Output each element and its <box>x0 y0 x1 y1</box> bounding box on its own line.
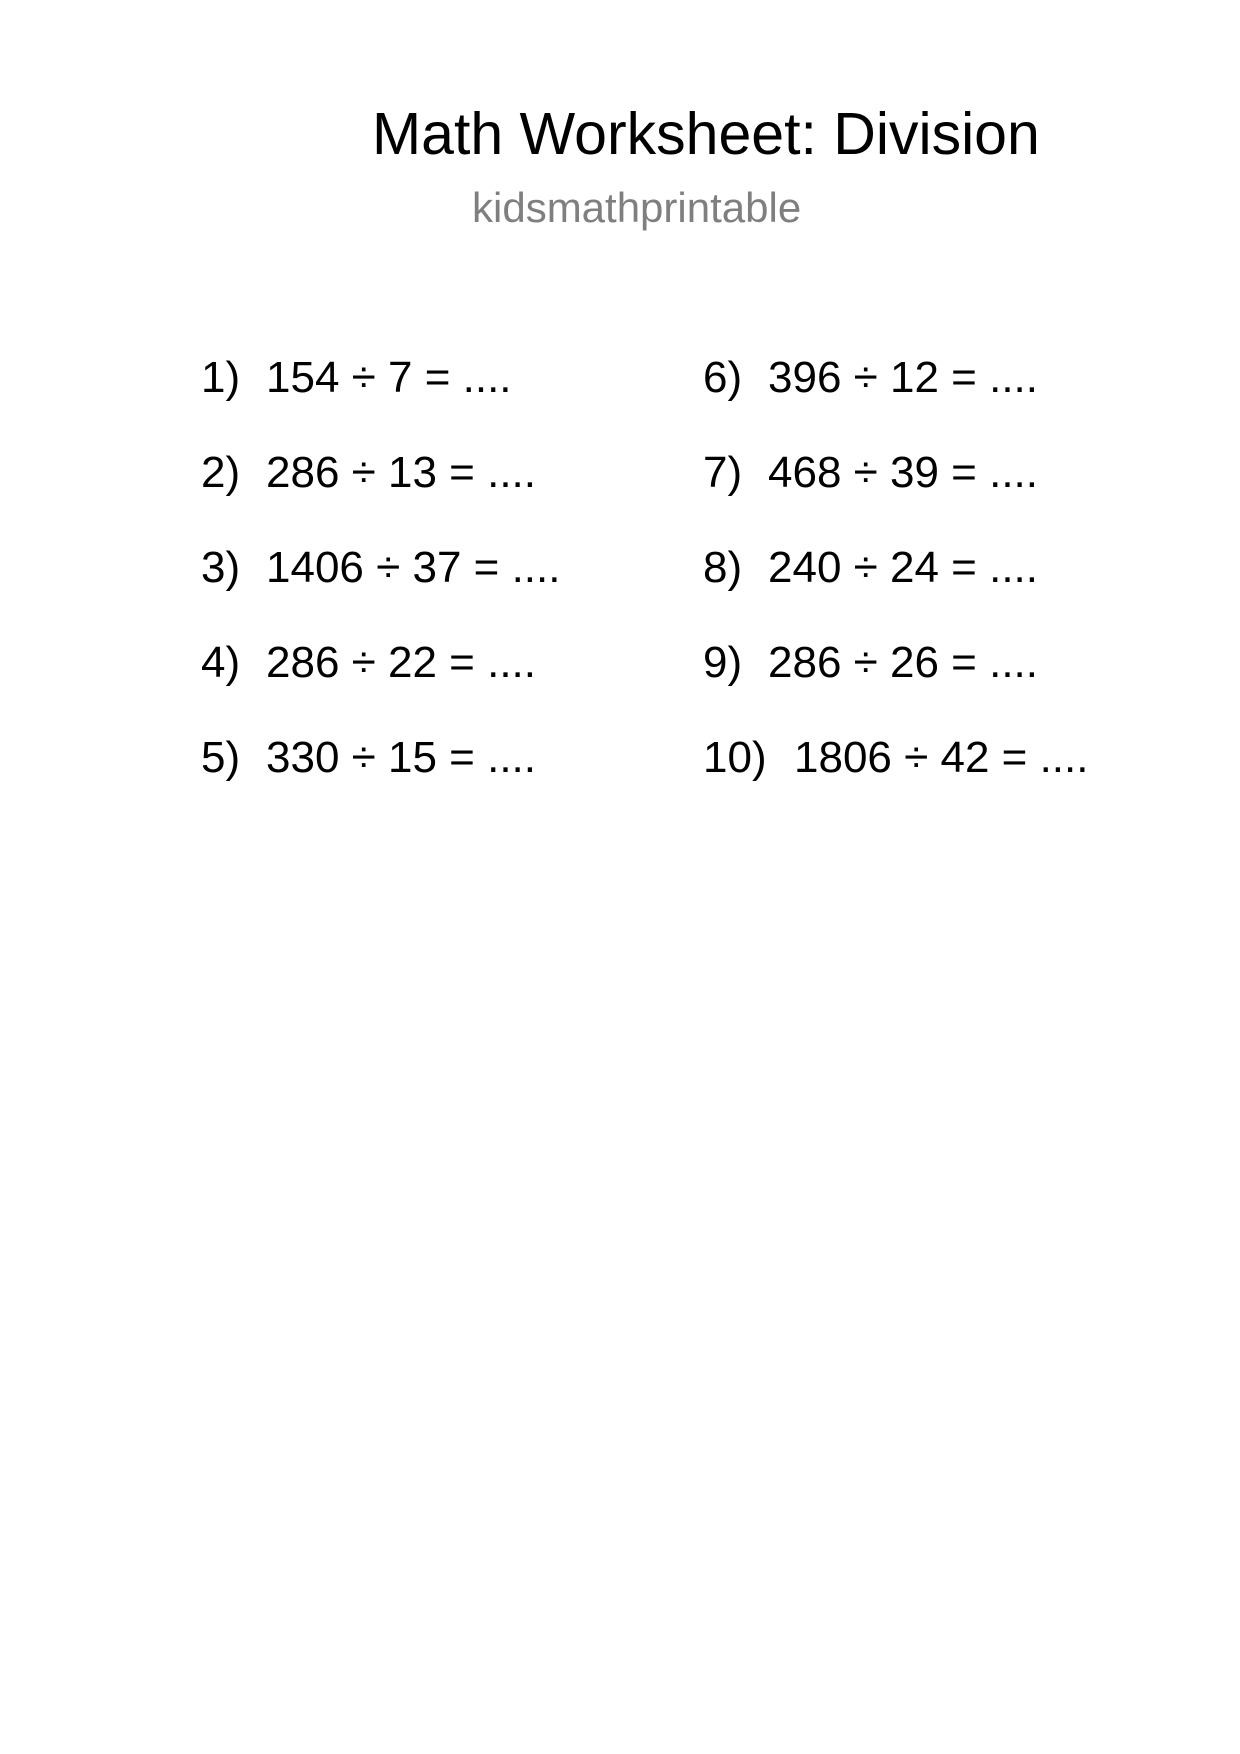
problem-expression: 286 ÷ 22 = .... <box>266 638 536 687</box>
problem-expression: 286 ÷ 26 = .... <box>768 638 1038 687</box>
problem-number: 8) <box>703 543 743 592</box>
problem-number: 4) <box>201 638 241 687</box>
problem-number: 6) <box>703 353 743 402</box>
problem-expression: 240 ÷ 24 = .... <box>768 543 1038 592</box>
problem-4 <box>201 637 536 689</box>
problem-7 <box>703 447 1038 499</box>
problem-expression: 468 ÷ 39 = .... <box>768 448 1038 497</box>
problem-expression: 154 ÷ 7 = .... <box>266 353 512 402</box>
problem-number: 1) <box>201 353 241 402</box>
problem-number: 2) <box>201 448 241 497</box>
problem-number: 7) <box>703 448 743 497</box>
page-title: Math Worksheet: Division <box>372 101 1040 167</box>
problem-2 <box>201 447 536 499</box>
problem-expression: 1406 ÷ 37 = .... <box>266 543 561 592</box>
problem-expression: 1806 ÷ 42 = .... <box>794 733 1089 782</box>
problem-expression: 330 ÷ 15 = .... <box>266 733 536 782</box>
problem-number: 3) <box>201 543 241 592</box>
problem-5 <box>201 732 536 784</box>
problem-9 <box>703 637 1038 689</box>
problem-3 <box>201 542 560 594</box>
problem-expression: 396 ÷ 12 = .... <box>768 353 1038 402</box>
page-subtitle: kidsmathprintable <box>472 184 802 231</box>
problem-6 <box>703 352 1038 404</box>
problem-number: 10) <box>703 733 767 782</box>
problem-1 <box>201 352 512 404</box>
problem-number: 9) <box>703 638 743 687</box>
problem-10 <box>703 732 1088 784</box>
problem-8 <box>703 542 1038 594</box>
problem-number: 5) <box>201 733 241 782</box>
problem-expression: 286 ÷ 13 = .... <box>266 448 536 497</box>
